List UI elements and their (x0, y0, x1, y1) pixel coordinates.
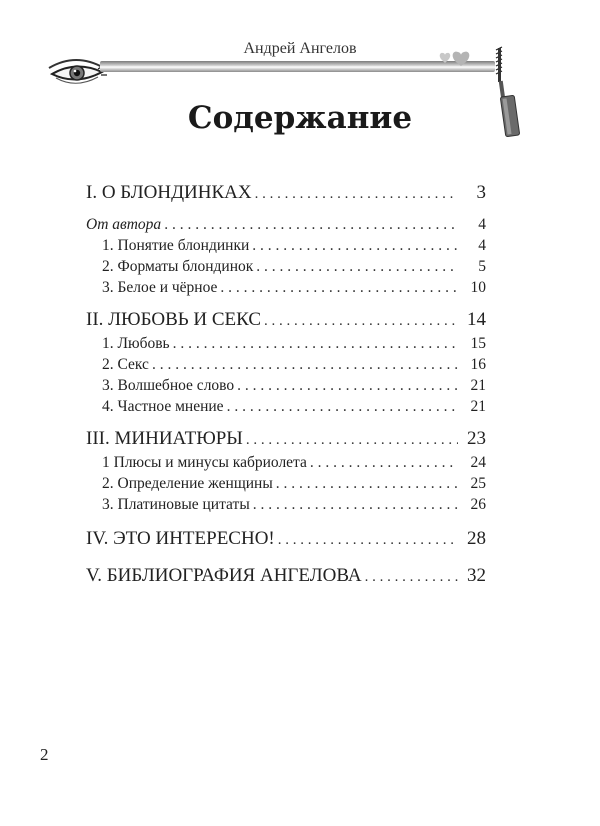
toc-entry (86, 473, 486, 494)
toc-entry-title: III. МИНИАТЮРЫ (86, 428, 243, 449)
dot-leader (310, 452, 458, 473)
toc-entry-page: 14 (467, 309, 486, 330)
eye-icon (46, 56, 108, 90)
toc-entry-title: 2. Секс (102, 356, 149, 373)
dot-leader (365, 564, 458, 590)
toc-entry (86, 354, 486, 375)
toc-entry-page: 3 (476, 182, 486, 203)
toc-entry-page: 21 (470, 377, 486, 394)
toc-entry-page: 4 (478, 237, 486, 254)
dot-leader (237, 375, 458, 396)
toc-section-5 (86, 563, 486, 589)
toc-entry (86, 452, 486, 473)
hearts-icon (436, 50, 476, 68)
dot-leader (256, 256, 458, 277)
toc-entry-major (86, 180, 486, 206)
toc-entry-title: 4. Частное мнение (102, 398, 224, 415)
dot-leader (164, 214, 458, 235)
toc-entry-title: 1. Понятие блондинки (102, 237, 250, 254)
table-of-contents (86, 180, 486, 589)
dot-leader (173, 333, 458, 354)
toc-entry-page: 32 (467, 565, 486, 586)
toc-entry-page: 10 (470, 279, 486, 296)
toc-entry-page: 26 (470, 496, 486, 513)
toc-entry-title: I. О БЛОНДИНКАХ (86, 182, 252, 203)
toc-entry-page: 28 (467, 528, 486, 549)
dot-leader (253, 494, 458, 515)
running-head: Андрей Ангелов (243, 40, 357, 57)
toc-entry-title: 1. Любовь (102, 335, 170, 352)
toc-entry-title: 3. Волшебное слово (102, 377, 235, 394)
page-title: Содержание (187, 100, 413, 136)
dot-leader (276, 473, 458, 494)
dot-leader (152, 354, 458, 375)
dot-leader (255, 181, 458, 207)
toc-entry-title: II. ЛЮБОВЬ И СЕКС (86, 309, 262, 330)
toc-section-3 (86, 426, 486, 515)
toc-entry-page: 24 (470, 454, 486, 471)
toc-entry-major (86, 426, 486, 452)
toc-entry-page: 23 (467, 428, 486, 449)
page-number: 2 (40, 745, 49, 764)
toc-entry-page: 15 (470, 335, 486, 352)
toc-section-4 (86, 526, 486, 552)
dot-leader (220, 277, 458, 298)
toc-entry-page: 16 (470, 356, 486, 373)
dot-leader (278, 527, 458, 553)
toc-entry-page: 5 (478, 258, 486, 275)
dot-leader (264, 308, 458, 334)
toc-entry (86, 256, 486, 277)
toc-entry-title: 1 Плюсы и минусы кабриолета (102, 454, 307, 471)
dot-leader (246, 427, 458, 453)
toc-entry (86, 396, 486, 417)
toc-entry-major (86, 307, 486, 333)
toc-entry-title: 2. Определение женщины (102, 475, 273, 492)
dot-leader (227, 396, 458, 417)
toc-entry-major (86, 563, 486, 589)
toc-entry (86, 375, 486, 396)
toc-entry-title: От автора (86, 216, 162, 233)
toc-entry-title: IV. ЭТО ИНТЕРЕСНО! (86, 528, 275, 549)
toc-entry (86, 235, 486, 256)
toc-entry-title: 2. Форматы блондинок (102, 258, 254, 275)
dot-leader (252, 235, 458, 256)
toc-entry (86, 214, 486, 235)
toc-entry-page: 4 (478, 216, 486, 233)
toc-entry (86, 333, 486, 354)
toc-entry-major (86, 526, 486, 552)
toc-entry-title: V. БИБЛИОГРАФИЯ АНГЕЛОВА (86, 565, 362, 586)
toc-section-1 (86, 180, 486, 298)
toc-entry-page: 21 (470, 398, 486, 415)
toc-entry-page: 25 (470, 475, 486, 492)
toc-entry (86, 494, 486, 515)
toc-entry-title: 3. Белое и чёрное (102, 279, 218, 296)
toc-entry (86, 277, 486, 298)
toc-entry-title: 3. Платиновые цитаты (102, 496, 250, 513)
toc-section-2 (86, 307, 486, 417)
